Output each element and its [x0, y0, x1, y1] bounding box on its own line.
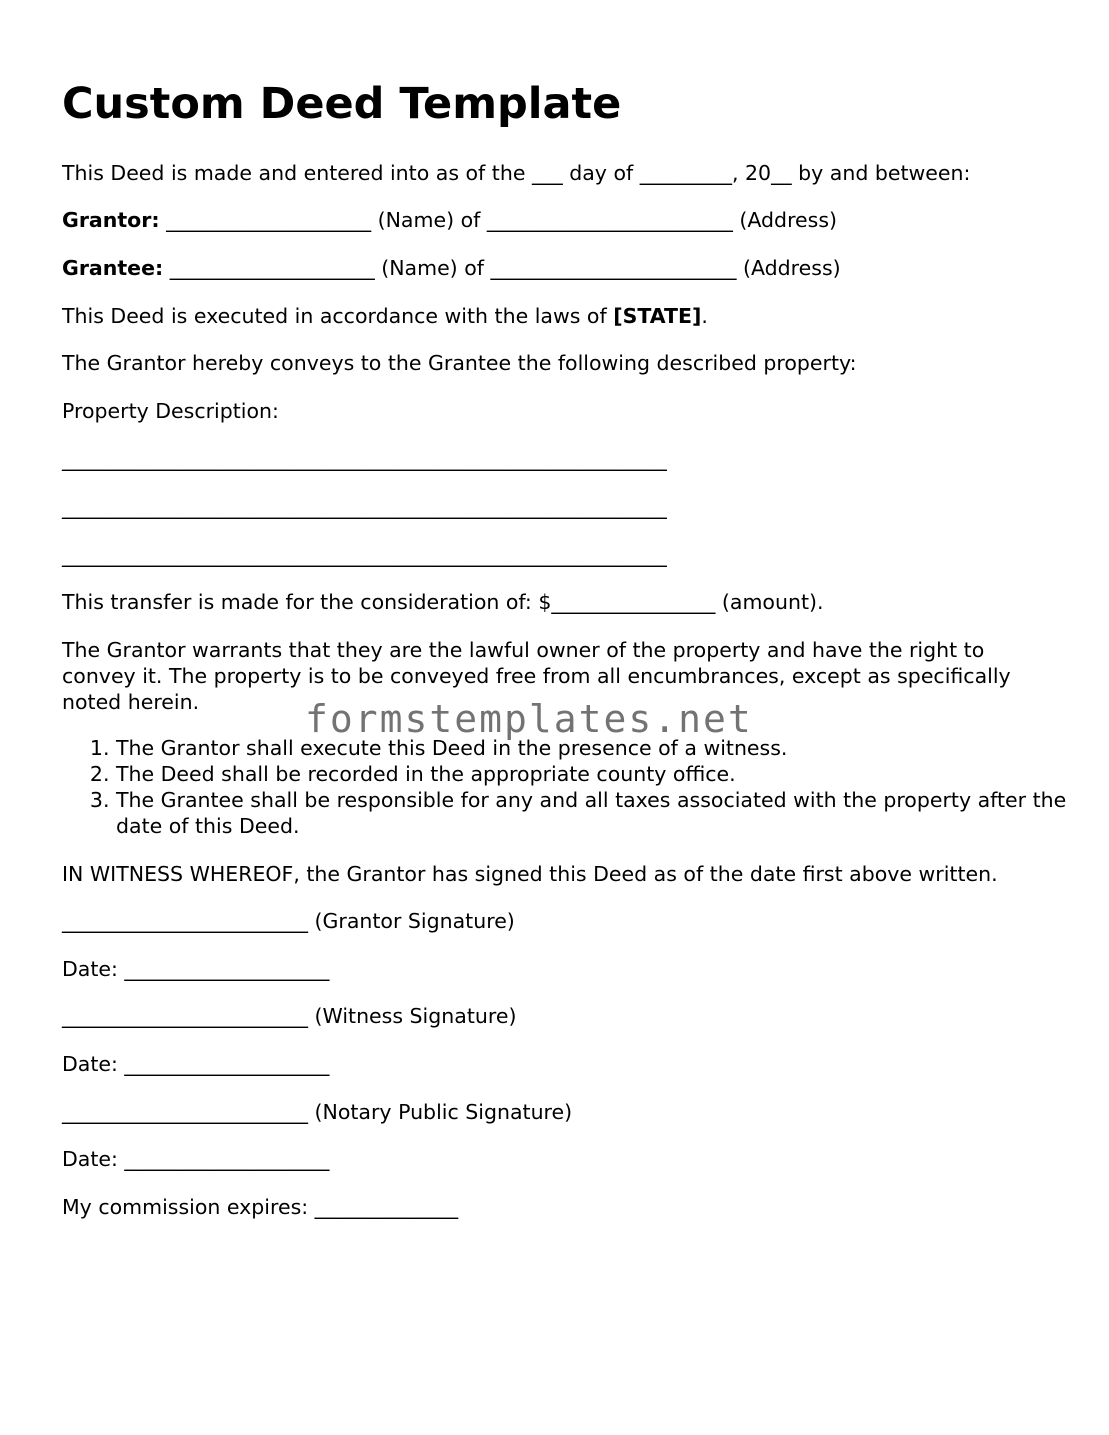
conveys-line: The Grantor hereby conveys to the Grantee the following described property: — [62, 351, 857, 375]
witness-clause: IN WITNESS WHEREOF, the Grantor has signed this Deed as of the date first above written. — [62, 862, 998, 886]
terms-list — [62, 735, 1106, 839]
grantee-fields: ____________________ (Name) of ________________________ (Address) — [163, 256, 841, 280]
property-description-label: Property Description: — [62, 399, 279, 423]
grantee-label: Grantee: — [62, 256, 164, 280]
state-clause-before: This Deed is executed in accordance with the laws of — [62, 304, 614, 328]
document-title: Custom Deed Template — [62, 79, 622, 129]
notary-signature-line: ________________________ (Notary Public Signature) — [62, 1100, 573, 1124]
state-clause-after: . — [701, 304, 708, 328]
intro-line: This Deed is made and entered into as of the ___ day of _________, 20__ by and between: — [62, 161, 971, 185]
property-description-line: ___________________________________________________________ — [62, 543, 667, 567]
list-item: 2. The Deed shall be recorded in the appropriate county office. — [116, 761, 1106, 787]
grantor-line — [62, 207, 837, 233]
property-description-line: ___________________________________________________________ — [62, 447, 667, 471]
witness-date-line: Date: ____________________ — [62, 1052, 330, 1076]
warranty-paragraph: The Grantor warrants that they are the lawful owner of the property and have the right to convey it. The property is to be conveyed free from all encumbrances, except as specifically noted herein. — [62, 638, 1011, 714]
state-clause — [62, 303, 708, 329]
grantor-signature-line: ________________________ (Grantor Signature) — [62, 909, 515, 933]
notary-date-line: Date: ____________________ — [62, 1147, 330, 1171]
list-item: 1. The Grantor shall execute this Deed in the presence of a witness. — [116, 735, 1106, 761]
consideration-line: This transfer is made for the consideration of: $________________ (amount). — [62, 590, 824, 614]
watermark: formstemplates.net — [305, 697, 753, 741]
state-placeholder: [STATE] — [613, 304, 702, 328]
commission-expires-line: My commission expires: ______________ — [62, 1195, 459, 1219]
list-item: 3. The Grantee shall be responsible for any and all taxes associated with the property after the date of this Deed. — [116, 787, 1106, 839]
grantor-fields: ____________________ (Name) of ________________________ (Address) — [159, 208, 838, 232]
grantor-label: Grantor: — [62, 208, 160, 232]
witness-signature-line: ________________________ (Witness Signature) — [62, 1004, 517, 1028]
grantee-line — [62, 255, 841, 281]
property-description-line: ___________________________________________________________ — [62, 495, 667, 519]
grantor-date-line: Date: ____________________ — [62, 957, 330, 981]
